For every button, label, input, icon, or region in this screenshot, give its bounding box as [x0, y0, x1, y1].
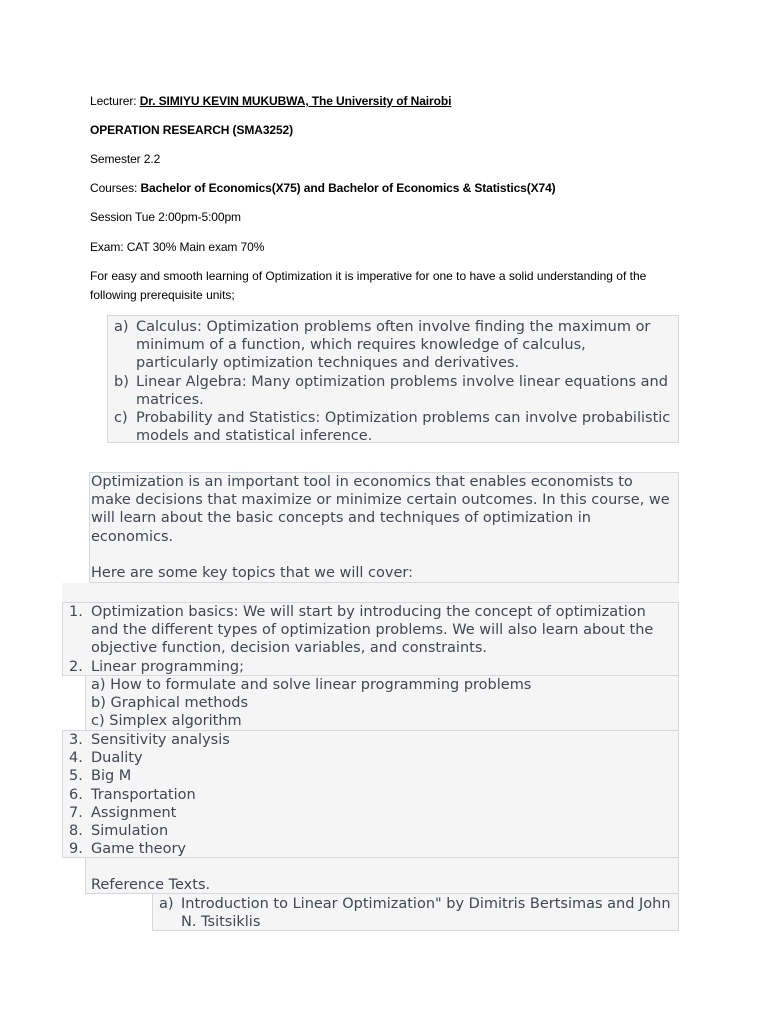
list-item-text: Optimization basics: We will start by introducing the concept of optimization and the different types of optimization problems. We will also learn about the objective function, decision variables, and constraints.	[91, 604, 654, 657]
overview-paragraph: Optimization is an important tool in economics that enables economists to make decisions that maximize or minimize certain outcomes. In this course, we will learn about the basic concepts and techniques of optimization in economics.	[91, 474, 670, 545]
list-marker: 1.	[69, 604, 83, 620]
list-item	[114, 373, 672, 409]
list-item	[69, 804, 676, 822]
exam-line: Exam: CAT 30% Main exam 70%	[90, 240, 265, 254]
list-item-text: Linear Algebra: Many optimization problems involve linear equations and matrices.	[136, 373, 668, 408]
list-item: c) Simplex algorithm	[91, 713, 242, 730]
list-item-text: Sensitivity analysis	[91, 732, 230, 748]
list-item: a) How to formulate and solve linear programming problems	[91, 677, 532, 693]
list-item	[69, 767, 676, 785]
topics-intro: Here are some key topics that we will cover:	[91, 565, 413, 581]
list-item	[69, 786, 676, 804]
list-item-text: Assignment	[91, 804, 177, 821]
list-item	[114, 409, 672, 445]
list-marker: 2.	[69, 658, 83, 675]
list-item	[69, 822, 676, 840]
prerequisites-list	[107, 315, 679, 443]
list-item-text: Transportation	[91, 786, 196, 803]
overview-block	[89, 472, 679, 583]
course-title: OPERATION RESEARCH (SMA3252)	[90, 123, 294, 137]
courses-value: Bachelor of Economics(X75) and Bachelor of Economics & Statistics(X74)	[140, 181, 556, 195]
list-item	[69, 658, 676, 676]
list-item	[69, 749, 676, 767]
list-item-text: Probability and Statistics: Optimization problems can involve probabilistic models and statistical inference.	[136, 410, 671, 445]
list-marker: a)	[114, 319, 129, 335]
list-marker: 8.	[69, 823, 83, 840]
list-item-text: Linear programming;	[91, 658, 245, 675]
reference-heading: Reference Texts.	[91, 877, 211, 893]
courses-line	[90, 181, 556, 195]
list-item: b) Graphical methods	[91, 695, 249, 712]
topics-list-rest	[62, 730, 679, 858]
prerequisite-intro: For easy and smooth learning of Optimization it is imperative for one to have a solid understanding of the following prerequisite units;	[90, 269, 647, 302]
list-item-text: Big M	[91, 768, 132, 785]
list-item	[69, 840, 676, 858]
lecturer-line	[90, 94, 451, 108]
lecturer-name: Dr. SIMIYU KEVIN MUKUBWA, The University of Nairobi	[139, 94, 452, 108]
list-marker: a)	[159, 896, 174, 912]
reference-list	[152, 893, 679, 931]
list-item	[159, 895, 676, 931]
list-marker: b)	[114, 373, 129, 390]
list-marker: 7.	[69, 804, 83, 821]
list-item-text: Game theory	[91, 841, 186, 858]
session-line: Session Tue 2:00pm-5:00pm	[90, 210, 241, 224]
list-item	[114, 318, 672, 373]
topics-list-top	[62, 602, 679, 676]
list-item	[69, 603, 676, 658]
lp-subitems	[85, 675, 679, 731]
spacer-strip	[62, 583, 679, 602]
list-marker: 4.	[69, 750, 83, 767]
semester-line: Semester 2.2	[90, 152, 161, 166]
list-item-text: Introduction to Linear Optimization" by Dimitris Bertsimas and John N. Tsitsiklis	[181, 896, 671, 931]
list-marker: 9.	[69, 841, 83, 858]
list-marker: c)	[114, 410, 128, 427]
list-marker: 6.	[69, 786, 83, 803]
lecturer-label: Lecturer:	[90, 94, 140, 108]
list-marker: 5.	[69, 768, 83, 785]
reference-heading-block	[85, 857, 679, 894]
courses-label: Courses:	[90, 181, 141, 195]
list-item-text: Duality	[91, 750, 143, 767]
list-item	[69, 731, 676, 749]
list-marker: 3.	[69, 732, 83, 748]
list-item-text: Calculus: Optimization problems often involve finding the maximum or minimum of a function, which requires knowledge of calculus, particularly optimization techniques and derivatives.	[136, 319, 651, 372]
list-item-text: Simulation	[91, 823, 169, 840]
